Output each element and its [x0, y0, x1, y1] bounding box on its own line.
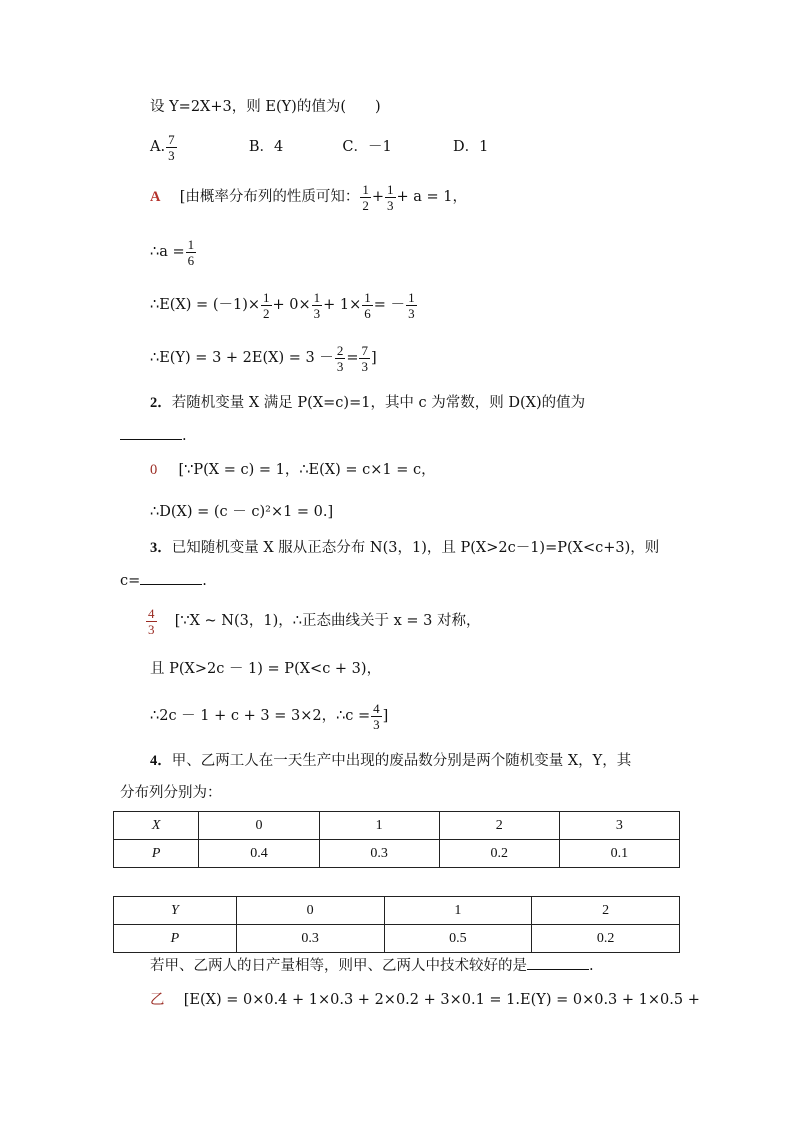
q3-number: 3． — [150, 540, 172, 556]
q2-answer: 0 — [150, 462, 158, 478]
q3-solution-line1: $\frac{4}{3}$ [∵X ~ N(3，1)，∴正态曲线关于 x = 3 对称， — [148, 605, 481, 637]
q3-solution-line2: 且 P(X>2c － 1) = P(X<c + 3)， — [150, 661, 382, 677]
q2-stem: 2．若随机变量 X 满足 P(X=c)=1，其中 c 为常数，则 D(X)的值为 — [150, 395, 586, 411]
table-x-header-row: X 0 1 2 3 — [114, 812, 680, 840]
distribution-table-x — [113, 811, 680, 868]
option-d: D．1 — [452, 139, 489, 155]
q1-stem: 设 Y=2X+3，则 E(Y)的值为( ) — [150, 99, 381, 115]
q4-answer: 乙 — [150, 992, 165, 1008]
q4-number: 4． — [150, 753, 172, 769]
q2-solution-line2: ∴D(X) = (c － c)²×1 = 0.] — [150, 504, 334, 520]
answer-blank — [527, 955, 589, 970]
q2-number: 2． — [150, 395, 172, 411]
fraction-seven-thirds: $\frac{7}{3}$ — [168, 131, 175, 163]
q2-solution-line1: 0 [∵P(X = c) = 1，∴E(X) = c×1 = c， — [150, 462, 436, 478]
q1-solution-line3: ∴E(X) = (－1)× $\frac{1}{2}$ + 0× $\frac{1}{3}$ + 1× $\frac{1}{6}$ = － $\frac{1}{3}$ — [150, 289, 415, 321]
table-x-probability-row: P 0.4 0.3 0.2 0.1 — [114, 840, 680, 868]
option-b: B．4 — [248, 139, 284, 155]
q4-stem: 4．甲、乙两工人在一天生产中出现的废品数分别是两个随机变量 X，Y，其 — [150, 753, 632, 769]
q1-options — [150, 128, 488, 166]
q3-stem: 3．已知随机变量 X 服从正态分布 N(3，1)，且 P(X>2c－1)=P(X<c+3)，则 — [150, 540, 660, 556]
option-c: C．－1 — [342, 139, 392, 155]
q3-solution-line3: ∴2c － 1 + c + 3 = 3×2，∴c = $\frac{4}{3}$ ] — [150, 700, 389, 732]
q4-question: 若甲、乙两人的日产量相等，则甲、乙两人中技术较好的是 . — [150, 955, 594, 976]
option-a: A. $\frac{7}{3}$ — [150, 131, 175, 163]
answer-blank — [120, 425, 182, 440]
q2-stem-line2: . — [120, 425, 187, 446]
table-y-header-row: Y 0 1 2 — [114, 897, 680, 925]
q1-solution-line2: ∴a = $\frac{1}{6}$ — [150, 236, 195, 268]
q1-solution-line4: ∴E(Y) = 3 + 2E(X) = 3 － $\frac{2}{3}$ = $\frac{7}{3}$ ] — [150, 342, 377, 374]
fraction-third: $\frac{1}{3}$ — [387, 181, 394, 213]
distribution-table-y — [113, 896, 680, 953]
fraction-sixth: $\frac{1}{6}$ — [187, 236, 195, 268]
answer-blank — [140, 570, 202, 585]
q3-answer-fraction: $\frac{4}{3}$ — [148, 605, 155, 637]
fraction-two-thirds: $\frac{2}{3}$ — [336, 342, 344, 374]
q1-solution-line1: A [由概率分布列的性质可知： $\frac{1}{2}$ + $\frac{1}{3}$ + a = 1， — [150, 181, 468, 213]
fraction-half: $\frac{1}{2}$ — [362, 181, 369, 213]
q1-answer-letter: A — [150, 189, 161, 205]
table-y-probability-row: P 0.3 0.5 0.2 — [114, 925, 680, 953]
fraction-four-thirds: $\frac{4}{3}$ — [373, 700, 380, 732]
q4-solution-line1: 乙 [E(X) = 0×0.4 + 1×0.3 + 2×0.2 + 3×0.1 = 1.E(Y) = 0×0.3 + 1×0.5 + — [150, 992, 700, 1008]
q4-stem-line2: 分布列分别为： — [120, 785, 222, 801]
q3-stem-line2: c= . — [120, 570, 207, 591]
